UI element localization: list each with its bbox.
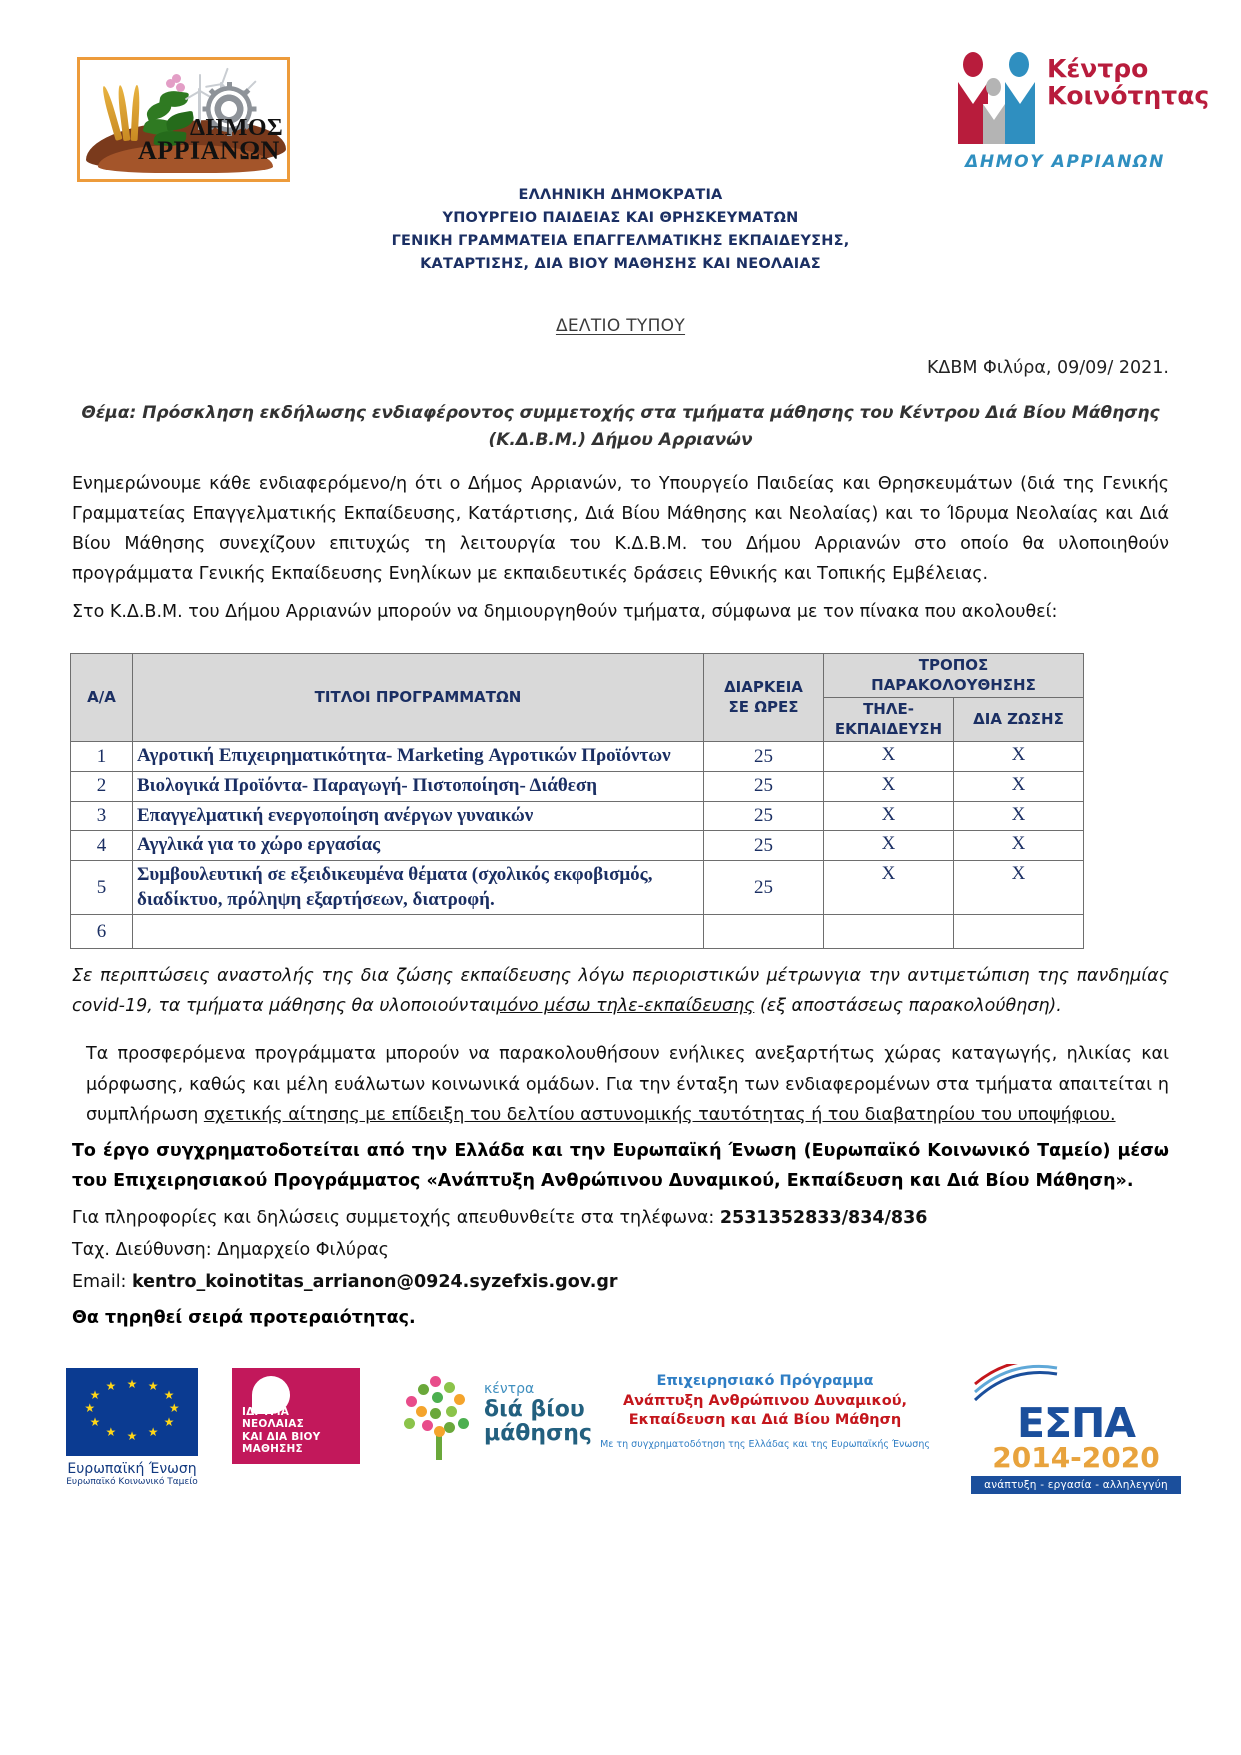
postal-address-line: Ταχ. Διεύθυνση: Δημαρχείο Φιλύρας (72, 1239, 389, 1260)
table-row (71, 801, 1084, 831)
covid-note-underlined: μόνο μέσω τηλε-εκπαίδευσης (496, 996, 755, 1017)
row-1-tele: Χ (824, 742, 954, 772)
espa-arc-icon (971, 1364, 1181, 1404)
table-row (71, 771, 1084, 801)
priority-note: Θα τηρηθεί σειρά προτεραιότητας. (72, 1307, 416, 1328)
espa-years: 2014-2020 (992, 1440, 1160, 1474)
row-1-live: Χ (954, 742, 1084, 772)
municipality-logo-line1: ΔΗΜΟΣ (190, 115, 284, 142)
row-6-number: 6 (71, 915, 133, 949)
community-center-logo (961, 44, 1210, 176)
row-4-tele: Χ (824, 831, 954, 861)
eligibility-part-1: Τα προσφερόμενα προγράμματα μπορούν να παρακολουθήσουν ενήλικες ανεξαρτήτως χώρας καταγωγής, ηλικίας και μόρφωσης, καθώς και μέλη ευάλωτων κοινωνικά ομάδων. Για την ένταξη των ενδιαφερομένων στα τμήματα απαιτείται η συμπλήρωση (86, 1044, 1169, 1125)
row-5-number: 5 (71, 860, 133, 914)
row-2-hours: 25 (704, 771, 824, 801)
row-2-number: 2 (71, 771, 133, 801)
th-program-titles: ΤΙΤΛΟΙ ΠΡΟΓΡΑΜΜΑΤΩΝ (133, 654, 704, 742)
th-tele-line2: ΕΚΠΑΙΔΕΥΣΗ (834, 719, 943, 738)
th-in-person: ΔΙΑ ΖΩΣΗΣ (954, 698, 1084, 742)
operational-program-logo (600, 1372, 930, 1450)
kdvm-logo-words (484, 1382, 592, 1447)
programs-table-body (71, 742, 1084, 949)
row-3-hours: 25 (704, 801, 824, 831)
funding-statement: Το έργο συγχρηματοδοτείται από την Ελλάδα και την Ευρωπαϊκή Ένωση (Ευρωπαϊκό Κοινωνικό Ταμείο) μέσω του Επιχειρησιακού Προγράμματος «Ανάπτυξη Ανθρώπινου Δυναμικού, Εκπαίδευση και Διά Βίου Μάθηση». (72, 1140, 1169, 1191)
row-3-live: Χ (954, 801, 1084, 831)
row-4-title: Αγγλικά για το χώρο εργασίας (133, 831, 704, 861)
email-line (72, 1272, 1169, 1292)
table-header-row-1 (71, 654, 1084, 698)
row-5-hours: 25 (704, 860, 824, 914)
ministry-header (301, 182, 941, 276)
table-row (71, 742, 1084, 772)
row-6-title (133, 915, 704, 949)
row-5-title: Συμβουλευτική σε εξειδικευμένα θέματα (σχολικός εκφοβισμός, διαδίκτυο, πρόληψη εξαρτήσεων, διατροφή. (133, 860, 704, 914)
footer-logos (0, 1362, 1241, 1512)
program-line2: Ανάπτυξη Ανθρώπινου Δυναμικού, (622, 1392, 908, 1409)
subject-line: Θέμα: Πρόσκληση εκδήλωσης ενδιαφέροντος συμμετοχής στα τμήματα μάθησης του Κέντρου Διά Βίου Μάθησης (Κ.Δ.Β.Μ.) Δήμου Αρριανών (81, 402, 1160, 451)
th-aa: Α/Α (71, 654, 133, 742)
eu-caption (66, 1461, 198, 1487)
community-center-logo-words (1047, 56, 1209, 109)
eligibility-underlined: σχετικής αίτησης με επίδειξη του δελτίου αστυνομικής ταυτότητας ή του διαβατηρίου του υποψήφιου. (203, 1104, 1116, 1125)
date-location-line: ΚΔΒΜ Φιλύρα, 09/09/ 2021. (926, 357, 1169, 378)
eu-logo (66, 1368, 198, 1487)
inedivim-text (242, 1406, 320, 1456)
kdvm-line3: μάθησης (484, 1421, 592, 1447)
th-tele-line1: ΤΗΛΕ- (863, 700, 914, 719)
ministry-line-4: ΚΑΤΑΡΤΙΣΗΣ, ΔΙΑ ΒΙΟΥ ΜΑΘΗΣΗΣ ΚΑΙ ΝΕΟΛΑΙΑΣ (420, 255, 821, 272)
program-line1: Επιχειρησιακό Πρόγραμμα (656, 1372, 874, 1389)
row-2-live: Χ (954, 771, 1084, 801)
tree-dots-icon (400, 1374, 480, 1460)
table-intro-paragraph: Στο Κ.Δ.Β.Μ. του Δήμου Αρριανών μπορούν να δημιουργηθούν τμήματα, σύμφωνα με τον πίνακα που ακολουθεί: (72, 602, 1058, 623)
espa-stripes-icon (971, 1364, 1181, 1404)
row-4-live: Χ (954, 831, 1084, 861)
kdvm-line2: διά βίου (484, 1396, 585, 1422)
table-row (71, 915, 1084, 949)
th-tele-education (824, 698, 954, 742)
info-phones-line (72, 1208, 1169, 1228)
document-body (0, 316, 1241, 1328)
inedivim-line1: ΙΔΡΥΜΑ (242, 1405, 290, 1418)
intro-paragraph: Ενημερώνουμε κάθε ενδιαφερόμενο/η ότι ο Δήμος Αρριανών, το Υπουργείο Παιδείας και Θρησκευμάτων (διά της Γενικής Γραμματείας Επαγγελματικής Εκπαίδευσης, Κατάρτισης, Διά Βίου Μάθησης και Νεολαίας) και το Ίδρυμα Νεολαίας και Διά Βίου Μάθησης συνεχίζουν επιτυχώς τη λειτουργία του Κ.Δ.Β.Μ. του Δήμου Αρριανών στο οποίο θα υλοποιηθούν προγράμματα Γενικής Εκπαίδευσης Ενηλίκων με εκπαιδευτικές δράσεις Εθνικής και Τοπικής Εμβέλειας. (72, 473, 1169, 584)
info-phones-value: 2531352833/834/836 (719, 1207, 928, 1228)
th-mode (824, 654, 1084, 698)
header-logos (0, 0, 1241, 182)
press-release-title (72, 316, 1169, 336)
row-2-tele: Χ (824, 771, 954, 801)
community-center-subtitle: ΔΗΜΟΥ ΑΡΡΙΑΝΩΝ (965, 152, 1165, 172)
programs-table-head (71, 654, 1084, 742)
th-duration (704, 654, 824, 742)
community-center-line2: Κοινότητας (1047, 80, 1210, 110)
table-row (71, 860, 1084, 914)
th-duration-line1: ΔΙΑΡΚΕΙΑ (724, 678, 803, 697)
eu-subtitle: Ευρωπαϊκό Κοινωνικό Ταμείο (66, 1476, 198, 1487)
ministry-line-2: ΥΠΟΥΡΓΕΙΟ ΠΑΙΔΕΙΑΣ ΚΑΙ ΘΡΗΣΚΕΥΜΑΤΩΝ (442, 209, 799, 226)
row-1-number: 1 (71, 742, 133, 772)
espa-wordmark: ΕΣΠΑ (1016, 1398, 1136, 1447)
espa-tagline: ανάπτυξη - εργασία - αλληλεγγύη (971, 1476, 1181, 1494)
covid-note-part-2: (εξ αποστάσεως παρακολούθηση). (754, 996, 1062, 1017)
covid-note (72, 961, 1169, 1021)
program-line4: Με τη συγχρηματοδότηση της Ελλάδας και της Ευρωπαϊκής Ένωσης (600, 1438, 930, 1450)
inedivim-line2: ΝΕΟΛΑΙΑΣ (242, 1418, 304, 1431)
email-value[interactable]: kentro_koinotitas_arrianon@0924.syzefxis.gov.gr (132, 1271, 618, 1292)
inedivim-logo (232, 1368, 360, 1464)
program-line3: Εκπαίδευση και Διά Βίου Μάθηση (628, 1412, 902, 1429)
row-3-number: 3 (71, 801, 133, 831)
inedivim-line4: ΜΑΘΗΣΗΣ (242, 1443, 303, 1456)
th-mode-line1: ΤΡΟΠΟΣ (918, 656, 989, 675)
row-3-title: Επαγγελματική ενεργοποίηση ανέργων γυναικών (133, 801, 704, 831)
kdvm-line1: κέντρα (484, 1380, 535, 1397)
press-release-title-text: ΔΕΛΤΙΟ ΤΥΠΟΥ (555, 315, 686, 336)
espa-logo (971, 1364, 1181, 1494)
covid-note-part-1: Σε περιπτώσεις αναστολής της δια ζώσης εκπαίδευσης λόγω περιοριστικών μέτρωνγια την αντιμετώπιση της πανδημίας covid-19, τα τμήματα μάθησης θα υλοποιούνται (72, 966, 1169, 1017)
email-label: Email: (72, 1271, 133, 1292)
inedivim-line3: ΚΑΙ ΔΙΑ ΒΙΟΥ (242, 1430, 321, 1443)
table-row (71, 831, 1084, 861)
row-6-live (954, 915, 1084, 949)
municipality-logo (77, 57, 290, 182)
row-5-live: Χ (954, 860, 1084, 914)
info-phones-label: Για πληροφορίες και δηλώσεις συμμετοχής απευθυνθείτε στα τηλέφωνα: (72, 1207, 720, 1228)
municipality-logo-text (138, 115, 284, 166)
row-2-title: Βιολογικά Προϊόντα- Παραγωγή- Πιστοποίηση- Διάθεση (133, 771, 704, 801)
row-6-tele (824, 915, 954, 949)
row-1-title: Αγροτική Επιχειρηματικότητα- Marketing Αγροτικών Προϊόντων (133, 742, 704, 772)
eu-flag-icon: ★ ★ ★ ★ ★ ★ ★ ★ ★ ★ ★ ★ (66, 1368, 198, 1456)
eligibility-paragraph (72, 1039, 1169, 1129)
row-5-tele: Χ (824, 860, 954, 914)
row-4-hours: 25 (704, 831, 824, 861)
kdvm-logo (400, 1372, 590, 1464)
row-3-tele: Χ (824, 801, 954, 831)
ministry-line-1: ΕΛΛΗΝΙΚΗ ΔΗΜΟΚΡΑΤΙΑ (518, 187, 723, 203)
community-center-line1: Κέντρο (1047, 54, 1149, 83)
row-4-number: 4 (71, 831, 133, 861)
eu-title: Ευρωπαϊκή Ένωση (67, 1460, 197, 1477)
municipality-logo-artwork (80, 60, 287, 179)
th-mode-line2: ΠΑΡΑΚΟΛΟΥΘΗΣΗΣ (871, 675, 1036, 694)
th-duration-line2: ΣΕ ΩΡΕΣ (728, 697, 799, 716)
municipality-logo-line2: ΑΡΡΙΑΝΩΝ (138, 136, 280, 166)
row-1-hours: 25 (704, 742, 824, 772)
ministry-line-3: ΓΕΝΙΚΗ ΓΡΑΜΜΑΤΕΙΑ ΕΠΑΓΓΕΛΜΑΤΙΚΗΣ ΕΚΠΑΙΔΕΥΣΗΣ, (391, 232, 850, 249)
row-6-hours (704, 915, 824, 949)
programs-table (70, 653, 1084, 949)
three-people-icon (961, 52, 1039, 144)
